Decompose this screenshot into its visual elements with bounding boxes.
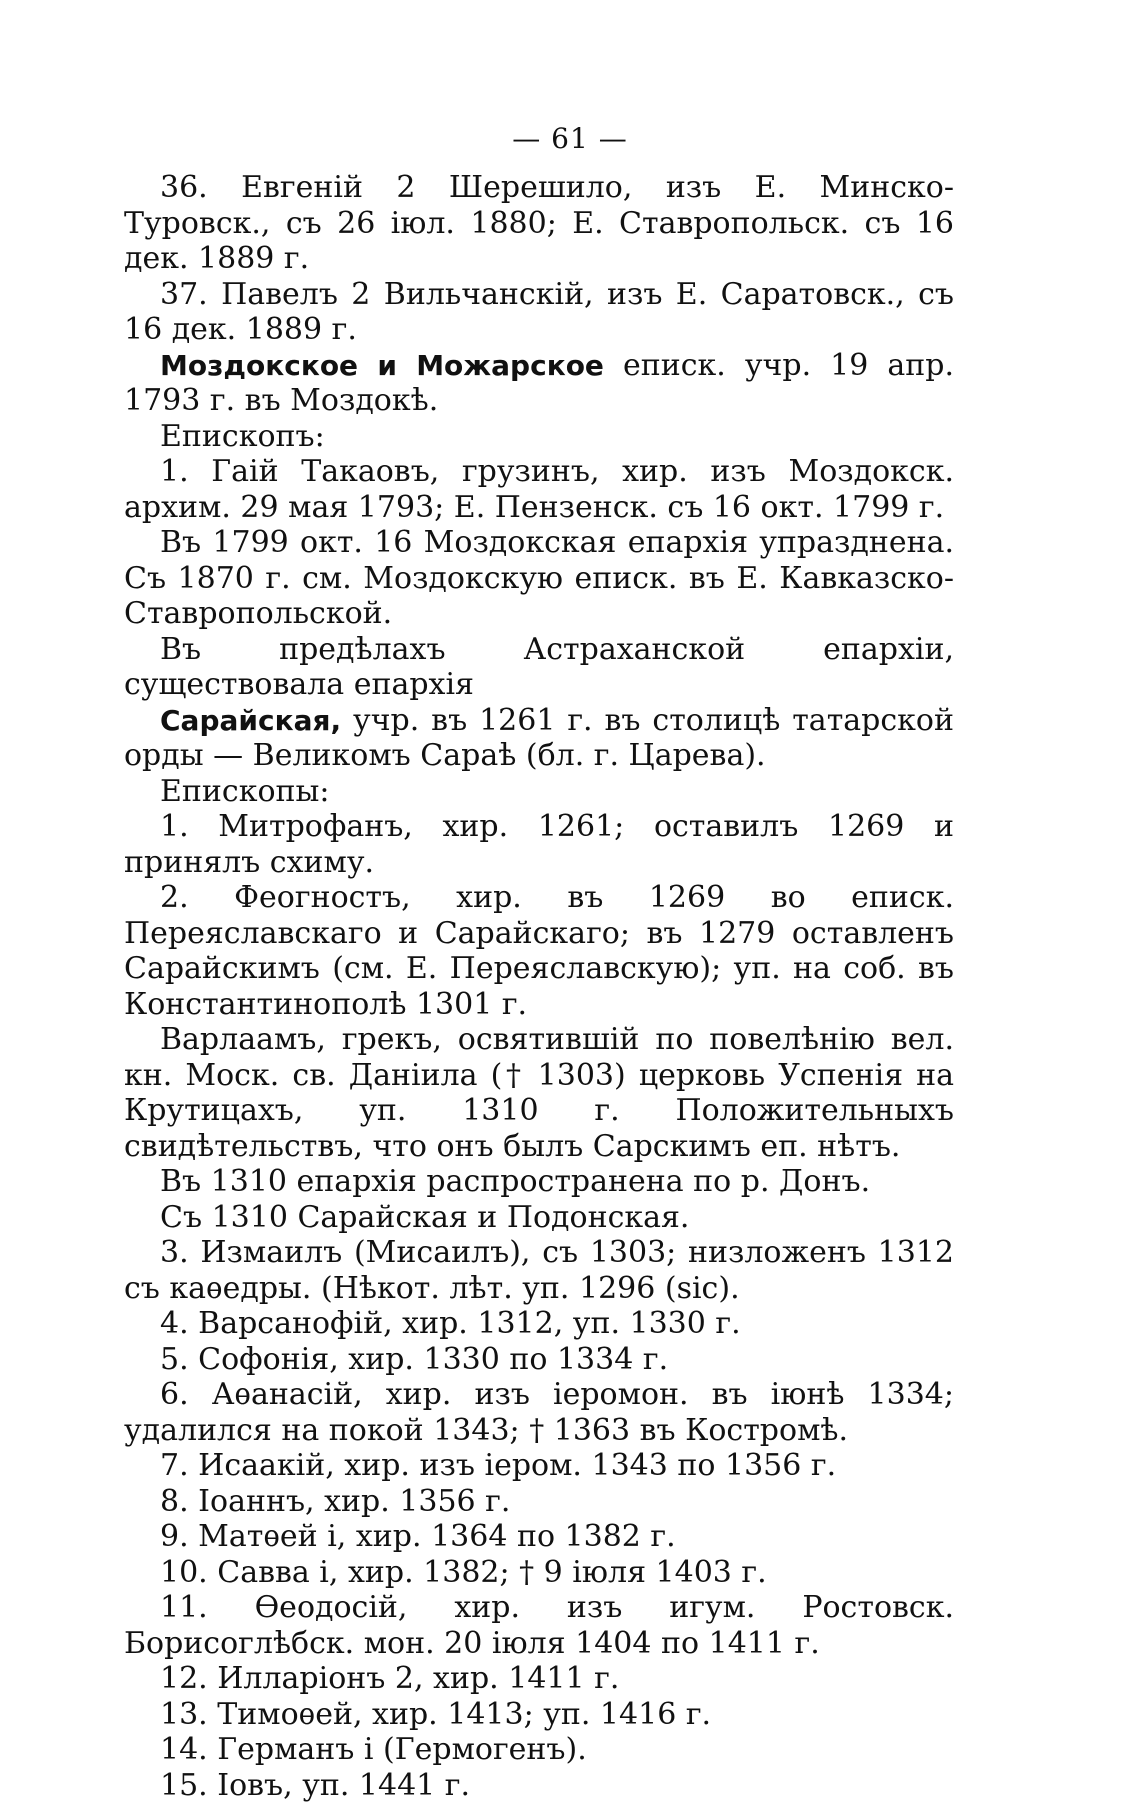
section-heading-sarai: Сарайская, учр. въ 1261 г. въ столицѣ татарской орды — Великомъ Сараѣ (бл. г. Царева). (124, 703, 954, 774)
list-item: 13. Тимоѳей, хир. 1413; уп. 1416 г. (124, 1697, 954, 1733)
list-item: 10. Савва і, хир. 1382; † 9 іюля 1403 г. (124, 1555, 954, 1591)
paragraph: 36. Евгеній 2 Шерешило, изъ Е. Минско-Туровск., съ 26 іюл. 1880; Е. Ставропольск. съ 16 дек. 1889 г. (124, 170, 954, 277)
list-item: 2. Феогностъ, хир. въ 1269 во еписк. Переяславскаго и Сарайскаго; въ 1279 оставленъ Сарайскимъ (см. Е. Переяславскую); уп. на соб. въ Константинополѣ 1301 г. (124, 880, 954, 1022)
page-text (124, 170, 954, 1803)
list-item: 6. Аѳанасій, хир. изъ іеромон. въ іюнѣ 1334; удалился на покой 1343; † 1363 въ Костромѣ. (124, 1377, 954, 1448)
list-item: 3. Измаилъ (Мисаилъ), съ 1303; низложенъ 1312 съ каѳедры. (Нѣкот. лѣт. уп. 1296 (sic). (124, 1235, 954, 1306)
paragraph: Въ предѣлахъ Астраханской епархіи, существовала епархія (124, 632, 954, 703)
list-item: 11. Ѳеодосій, хир. изъ игум. Ростовск. Борисоглѣбск. мон. 20 іюля 1404 по 1411 г. (124, 1590, 954, 1661)
paragraph: Варлаамъ, грекъ, освятившій по повелѣнію вел. кн. Моск. св. Даніила († 1303) церковь Успенія на Крутицахъ, уп. 1310 г. Положительныхъ свидѣтельствъ, что онъ былъ Сарскимъ еп. нѣтъ. (124, 1022, 954, 1164)
bold-lead: Сарайская, (160, 704, 341, 737)
list-item: 1. Митрофанъ, хир. 1261; оставилъ 1269 и принялъ схиму. (124, 809, 954, 880)
paragraph: 1. Гаій Такаовъ, грузинъ, хир. изъ Моздокск. архим. 29 мая 1793; Е. Пензенск. съ 16 окт. 1799 г. (124, 454, 954, 525)
paragraph: Епископы: (124, 774, 954, 810)
paragraph: Въ 1799 окт. 16 Моздокская епархія упразднена. Съ 1870 г. см. Моздокскую еписк. въ Е. Кавказско-Ставропольской. (124, 525, 954, 632)
page-number: — 61 — (0, 122, 1140, 155)
list-item: 4. Варсанофій, хир. 1312, уп. 1330 г. (124, 1306, 954, 1342)
paragraph: Съ 1310 Сарайская и Подонская. (124, 1200, 954, 1236)
list-item: 5. Софонія, хир. 1330 по 1334 г. (124, 1342, 954, 1378)
list-item: 14. Германъ і (Гермогенъ). (124, 1732, 954, 1768)
section-heading-mozdok: Моздокское и Можарское еписк. учр. 19 апр. 1793 г. въ Моздокѣ. (124, 348, 954, 419)
paragraph: 37. Павелъ 2 Вильчанскій, изъ Е. Саратовск., съ 16 дек. 1889 г. (124, 277, 954, 348)
list-item: 15. Іовъ, уп. 1441 г. (124, 1768, 954, 1803)
list-item: 7. Исаакій, хир. изъ іером. 1343 по 1356 г. (124, 1448, 954, 1484)
bold-lead: Моздокское и Можарское (160, 349, 604, 382)
list-item: 9. Матѳей і, хир. 1364 по 1382 г. (124, 1519, 954, 1555)
paragraph: Въ 1310 епархія распространена по р. Донъ. (124, 1164, 954, 1200)
list-item: 8. Іоаннъ, хир. 1356 г. (124, 1484, 954, 1520)
list-item: 12. Илларіонъ 2, хир. 1411 г. (124, 1661, 954, 1697)
paragraph: Епископъ: (124, 419, 954, 455)
